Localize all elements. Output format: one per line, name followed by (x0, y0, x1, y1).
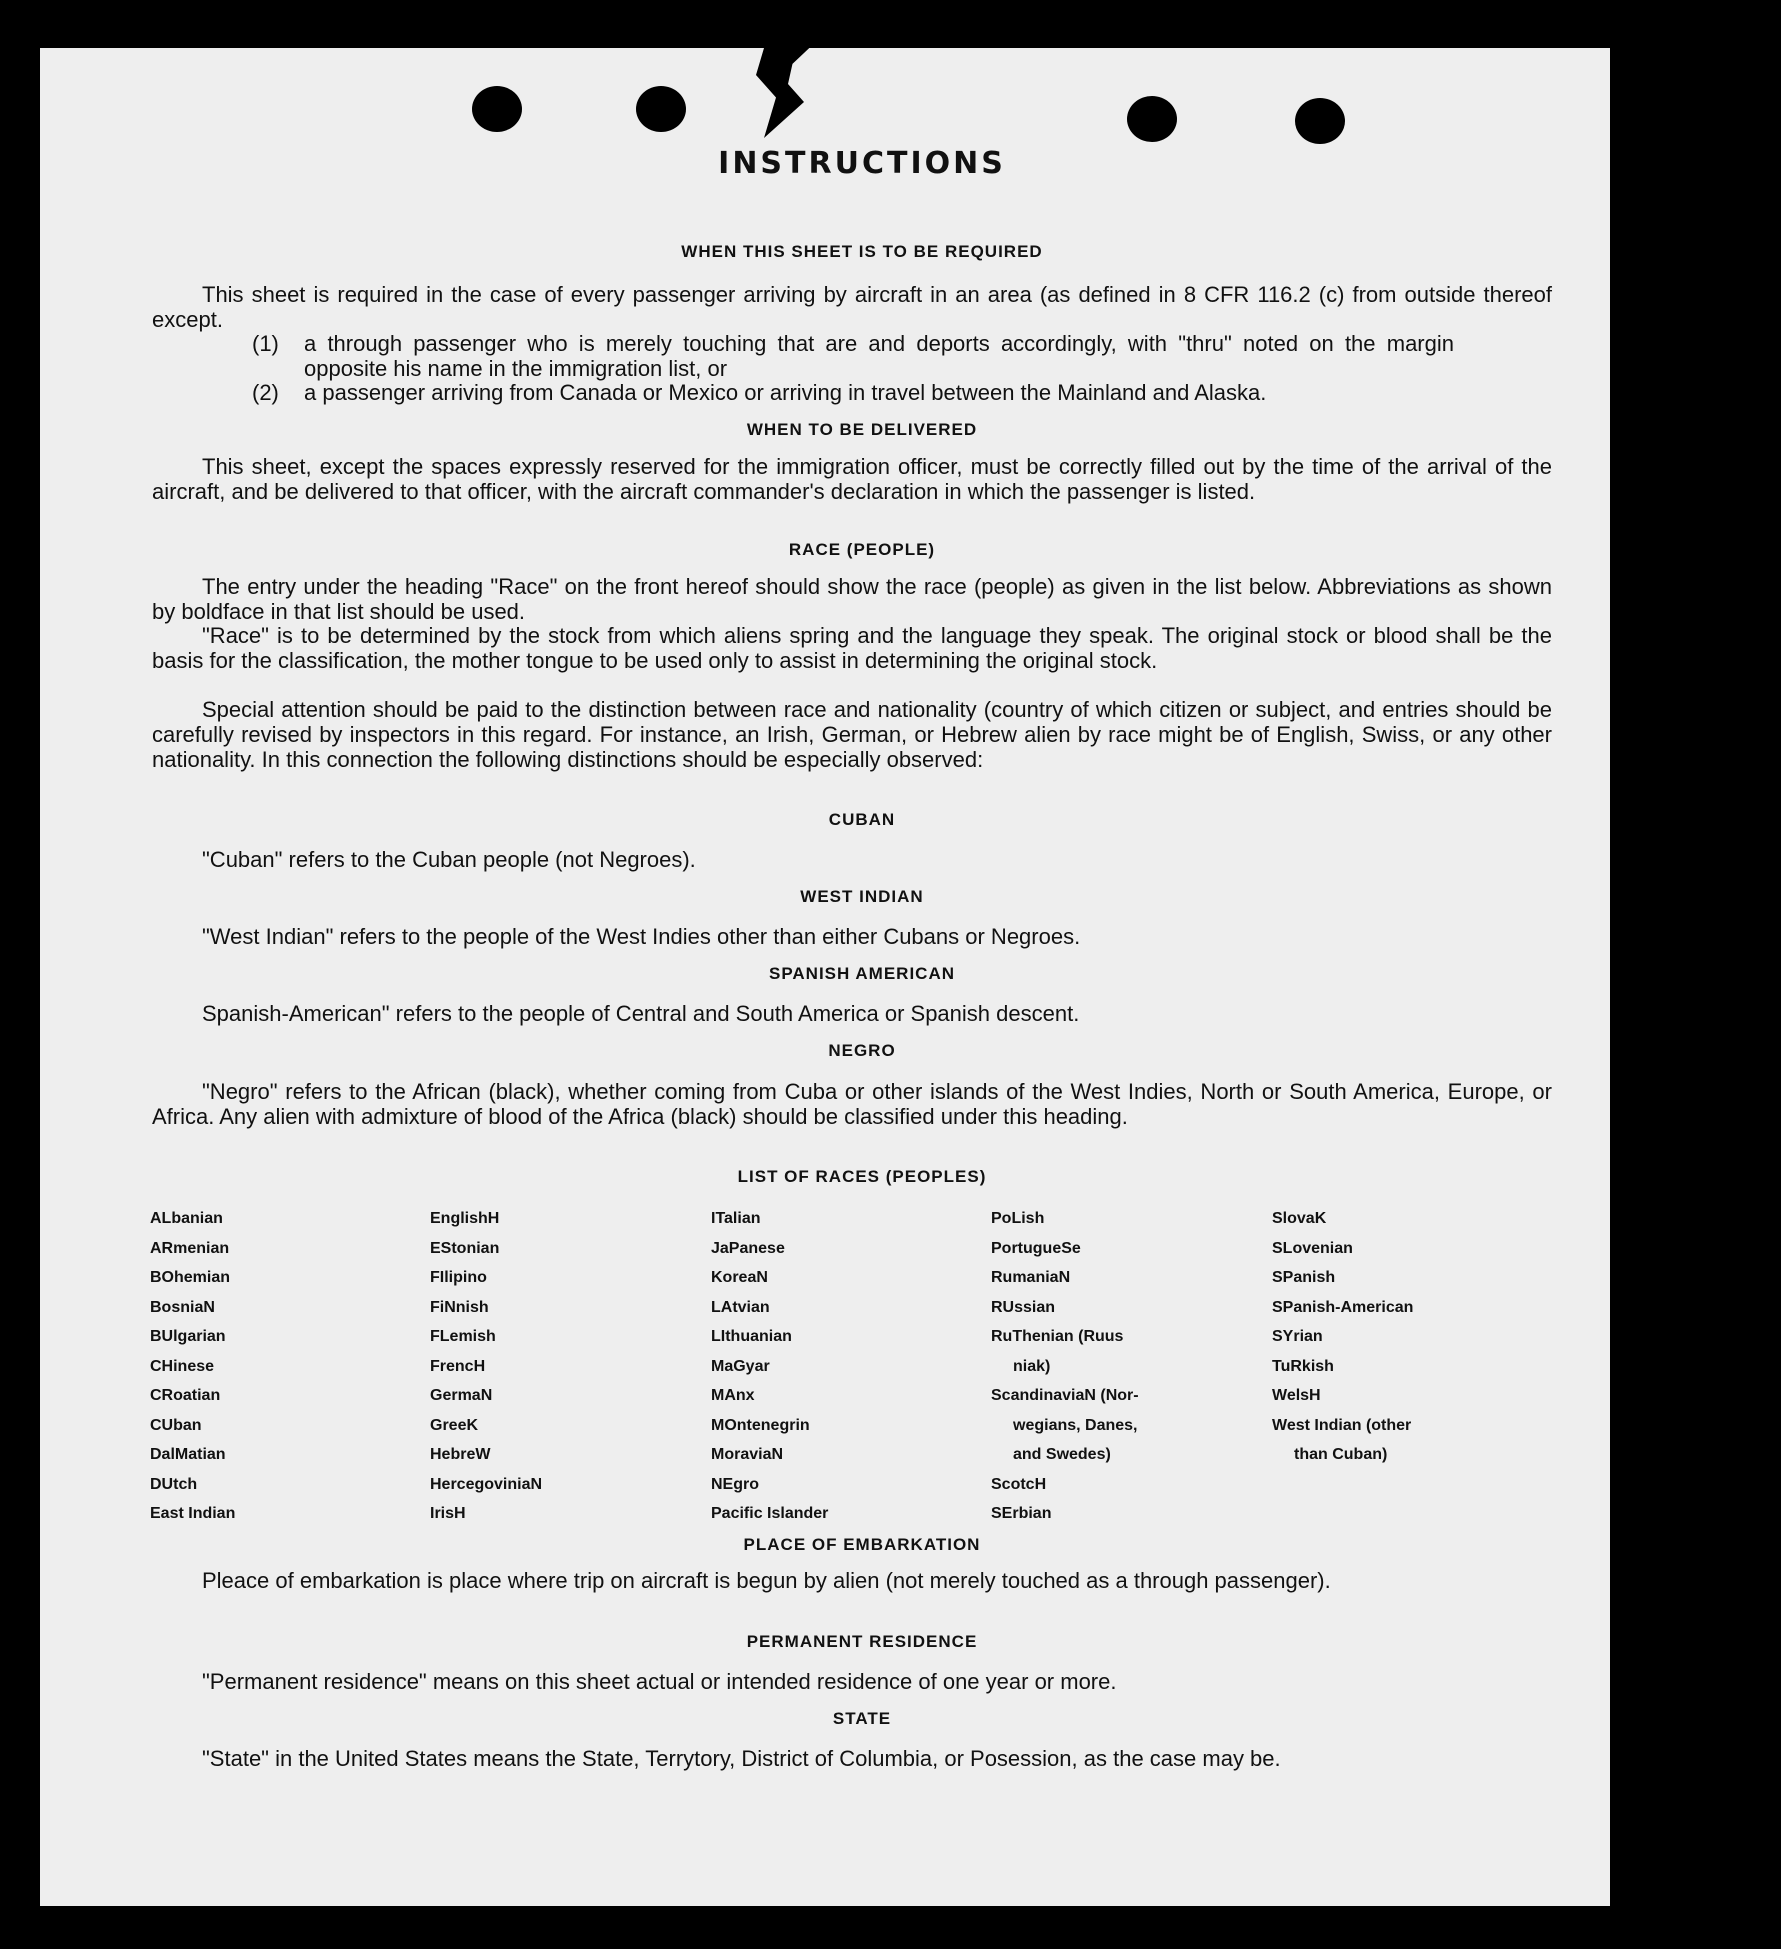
race-item: CHinese (150, 1357, 215, 1375)
heading-west-indian: WEST INDIAN (800, 887, 924, 906)
race-item: DUtch (150, 1475, 198, 1493)
race-item: LIthuanian (711, 1328, 792, 1345)
race-item: PortugueSe (991, 1239, 1081, 1257)
race-item: RuThenian (Ruus (991, 1328, 1124, 1345)
race-item: GermaN (430, 1387, 493, 1404)
race-item: MaGyar (711, 1357, 770, 1375)
paragraph-west-indian: "West Indian" refers to the people of the West Indies other than either Cubans or Negroes. (202, 924, 1081, 949)
paragraph-permanent-residence: "Permanent residence" means on this sheet actual or intended residence of one year or more. (202, 1669, 1117, 1694)
race-item: than Cuban) (1294, 1446, 1388, 1463)
race-item: IrisH (430, 1505, 466, 1522)
heading-permanent-residence: PERMANENT RESIDENCE (746, 1632, 978, 1651)
race-item: EStonian (430, 1239, 500, 1257)
race-item: JaPanese (711, 1239, 785, 1257)
race-item: HercegoviniaN (430, 1475, 543, 1493)
page-title: INSTRUCTIONS (718, 146, 1006, 181)
race-item: RumaniaN (991, 1269, 1071, 1286)
heading-state: STATE (832, 1709, 892, 1728)
race-item: BOhemian (150, 1269, 231, 1286)
race-item: BosniaN (150, 1298, 215, 1316)
race-item: and Swedes) (1013, 1446, 1111, 1463)
race-item: NEgro (711, 1475, 759, 1493)
race-item: BUlgarian (150, 1328, 226, 1345)
race-item: SErbian (991, 1505, 1052, 1522)
heading-negro: NEGRO (828, 1041, 896, 1060)
race-item: HebreW (430, 1446, 491, 1463)
races-column-4 (991, 1204, 1261, 1529)
punch-hole (1295, 98, 1345, 144)
heading-list-of-races: LIST OF RACES (PEOPLES) (737, 1167, 987, 1186)
heading-when-required: WHEN THIS SHEET IS TO BE REQUIRED (681, 242, 1043, 261)
race-item: SPanish (1272, 1269, 1336, 1286)
list-item: (2) a passenger arriving from Canada or Mexico or arriving in travel between the Mainland and Alaska. (252, 380, 1267, 405)
races-column-1 (150, 1204, 420, 1529)
race-item: TuRkish (1272, 1357, 1334, 1375)
race-item: ALbanian (150, 1210, 223, 1227)
heading-race: RACE (PEOPLE) (788, 540, 936, 559)
paragraph-race-2: "Race" is to be determined by the stock from which aliens spring and the language they speak. The original stock or blood shall be the basis for the classification, the mother tongue to be used only to assist in determining the original stock. (152, 623, 1552, 673)
race-item: MOntenegrin (711, 1416, 810, 1434)
heading-cuban: CUBAN (828, 810, 896, 829)
heading-spanish-american: SPANISH AMERICAN (768, 964, 955, 983)
race-item: ITalian (711, 1210, 761, 1227)
race-item: West Indian (other (1272, 1416, 1412, 1434)
race-item: FLemish (430, 1328, 496, 1345)
race-item: EnglishH (430, 1210, 500, 1227)
race-item: LAtvian (711, 1298, 770, 1316)
paragraph-cuban: "Cuban" refers to the Cuban people (not Negroes). (202, 847, 696, 872)
race-item: FrencH (430, 1357, 486, 1375)
heading-embarkation: PLACE OF EMBARKATION (743, 1535, 981, 1554)
race-item: MAnx (711, 1387, 755, 1404)
paragraph-spanish-american: Spanish-American" refers to the people of Central and South America or Spanish descent. (202, 1001, 1080, 1026)
race-item: MoraviaN (711, 1446, 784, 1463)
heading-when-delivered: WHEN TO BE DELIVERED (746, 420, 978, 439)
punch-hole (472, 86, 522, 132)
race-item: WelsH (1272, 1387, 1321, 1404)
paragraph-embarkation: Pleace of embarkation is place where trip on aircraft is begun by alien (not merely touched as a through passenger). (202, 1568, 1331, 1593)
paragraph-state: "State" in the United States means the State, Terrytory, District of Columbia, or Posession, as the case may be. (202, 1746, 1281, 1771)
race-item: ARmenian (150, 1239, 230, 1257)
punch-hole (636, 86, 686, 132)
race-item: FIlipino (430, 1269, 487, 1286)
races-column-3 (711, 1204, 981, 1529)
race-item: GreeK (430, 1416, 479, 1434)
race-item: SPanish-American (1272, 1298, 1414, 1316)
race-item: ScandinaviaN (Nor- (991, 1387, 1139, 1404)
race-item: FiNnish (430, 1298, 489, 1316)
race-item: SLovenian (1272, 1239, 1353, 1257)
race-item: DalMatian (150, 1446, 226, 1463)
race-item: SYrian (1272, 1328, 1323, 1345)
race-item: KoreaN (711, 1269, 768, 1286)
list-item: (1) a through passenger who is merely touching that are and deports accordingly, with "thru" noted on the margin opposite his name in the immigration list, or (252, 331, 1454, 381)
race-item: CUban (150, 1416, 202, 1434)
race-item: niak) (1013, 1357, 1051, 1375)
race-item: Pacific Islander (711, 1505, 829, 1522)
punch-hole (1127, 96, 1177, 142)
paragraph-race-3: Special attention should be paid to the distinction between race and nationality (country of which citizen or subject, and entries should be carefully revised by inspectors in this regard. For instance, an Irish, German, or Hebrew alien by race might be of English, Swiss, or any other nationality. In this connection the following distinctions should be especially observed: (152, 697, 1552, 772)
race-item: East Indian (150, 1505, 236, 1522)
race-item: CRoatian (150, 1387, 221, 1404)
paragraph-race-1: The entry under the heading "Race" on the front hereof should show the race (people) as given in the list below. Abbreviations as shown by boldface in that list should be used. (152, 574, 1552, 624)
race-item: ScotcH (991, 1475, 1047, 1493)
race-item: RUssian (991, 1298, 1056, 1316)
races-column-5 (1272, 1204, 1542, 1470)
races-column-2 (430, 1204, 700, 1529)
race-item: wegians, Danes, (1013, 1416, 1138, 1434)
race-item: PoLish (991, 1210, 1045, 1227)
paragraph-when-delivered: This sheet, except the spaces expressly reserved for the immigration officer, must be correctly filled out by the time of the arrival of the aircraft, and be delivered to that officer, with the aircraft commander's declaration in which the passenger is listed. (152, 454, 1552, 504)
paragraph-negro: "Negro" refers to the African (black), whether coming from Cuba or other islands of the West Indies, North or South America, Europe, or Africa. Any alien with admixture of blood of the Africa (black) should be classified under this heading. (152, 1079, 1552, 1129)
race-item: SlovaK (1272, 1210, 1327, 1227)
paragraph-when-required: This sheet is required in the case of every passenger arriving by aircraft in an area (as defined in 8 CFR 116.2 (c) from outside thereof except. (152, 282, 1552, 332)
